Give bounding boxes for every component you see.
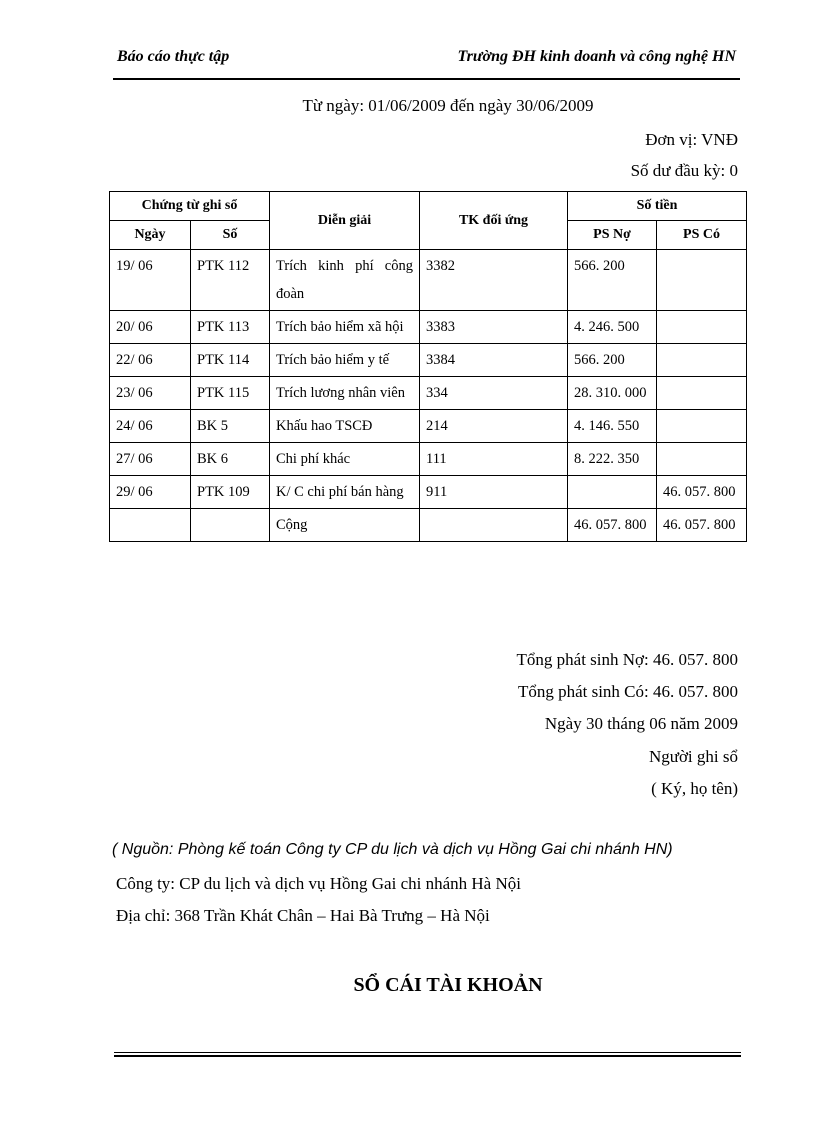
credit-cell [657, 377, 747, 410]
ledger-table [109, 191, 747, 542]
footer-divider-thick [114, 1055, 741, 1057]
header-right-text: Trường ĐH kinh doanh và công nghệ HN [457, 48, 736, 65]
company-line: Công ty: CP du lịch và dịch vụ Hồng Gai chi nhánh Hà Nội [116, 874, 521, 893]
account-cell: 111 [420, 443, 568, 476]
table-row [110, 410, 747, 443]
section-title: SỔ CÁI TÀI KHOẢN [353, 974, 543, 996]
debit-header: PS Nợ [568, 221, 657, 250]
number-cell: BK 5 [191, 410, 270, 443]
account-header: TK đối ứng [420, 192, 568, 250]
credit-cell [657, 250, 747, 311]
header-divider [113, 78, 740, 80]
period-line: Từ ngày: 01/06/2009 đến ngày 30/06/2009 [302, 96, 594, 115]
credit-cell: 46. 057. 800 [657, 509, 747, 542]
header-left-text: Báo cáo thực tập [117, 48, 230, 65]
table-row [110, 311, 747, 344]
total-debit-line: Tổng phát sinh Nợ: 46. 057. 800 [516, 650, 738, 669]
description-cell: Trích bảo hiểm xã hội [270, 311, 420, 344]
account-cell: 3383 [420, 311, 568, 344]
date-cell: 23/ 06 [110, 377, 191, 410]
number-cell: PTK 113 [191, 311, 270, 344]
number-cell: PTK 112 [191, 250, 270, 311]
description-header: Diễn giải [270, 192, 420, 250]
description-cell: Khấu hao TSCĐ [270, 410, 420, 443]
signature-line: ( Ký, họ tên) [651, 779, 738, 798]
account-cell: 3384 [420, 344, 568, 377]
description-cell: Trích kinh phí công đoàn [270, 250, 420, 311]
credit-cell [657, 344, 747, 377]
credit-cell [657, 410, 747, 443]
account-cell: 911 [420, 476, 568, 509]
debit-cell: 4. 146. 550 [568, 410, 657, 443]
table-row [110, 476, 747, 509]
address-line: Địa chỉ: 368 Trần Khát Chân – Hai Bà Trưng – Hà Nội [116, 906, 490, 925]
total-row [110, 509, 747, 542]
description-cell: Chi phí khác [270, 443, 420, 476]
date-cell: 22/ 06 [110, 344, 191, 377]
account-cell: 334 [420, 377, 568, 410]
date-cell: 20/ 06 [110, 311, 191, 344]
debit-cell: 8. 222. 350 [568, 443, 657, 476]
date-header: Ngày [110, 221, 191, 250]
amount-header: Số tiền [568, 192, 747, 221]
account-cell [420, 509, 568, 542]
footer-divider [114, 1052, 741, 1053]
number-cell: PTK 114 [191, 344, 270, 377]
recorder-line: Người ghi sổ [648, 747, 738, 766]
number-cell: BK 6 [191, 443, 270, 476]
table-row [110, 443, 747, 476]
credit-header: PS Có [657, 221, 747, 250]
date-cell: 24/ 06 [110, 410, 191, 443]
opening-balance-line: Số dư đầu kỳ: 0 [630, 161, 738, 180]
table-row [110, 250, 747, 311]
date-cell: 29/ 06 [110, 476, 191, 509]
description-cell: Cộng [270, 509, 420, 542]
number-cell: PTK 109 [191, 476, 270, 509]
debit-cell: 46. 057. 800 [568, 509, 657, 542]
date-cell [110, 509, 191, 542]
date-cell: 19/ 06 [110, 250, 191, 311]
account-cell: 214 [420, 410, 568, 443]
total-credit-line: Tổng phát sinh Có: 46. 057. 800 [517, 682, 738, 701]
date-cell: 27/ 06 [110, 443, 191, 476]
debit-cell: 566. 200 [568, 344, 657, 377]
number-header: Số [191, 221, 270, 250]
description-cell: K/ C chi phí bán hàng [270, 476, 420, 509]
debit-cell: 566. 200 [568, 250, 657, 311]
table-row [110, 377, 747, 410]
description-cell: Trích bảo hiểm y tế [270, 344, 420, 377]
credit-cell [657, 443, 747, 476]
description-cell: Trích lương nhân viên [270, 377, 420, 410]
debit-cell: 28. 310. 000 [568, 377, 657, 410]
number-cell [191, 509, 270, 542]
account-cell: 3382 [420, 250, 568, 311]
debit-cell [568, 476, 657, 509]
date-line: Ngày 30 tháng 06 năm 2009 [544, 714, 738, 733]
voucher-header: Chứng từ ghi sổ [110, 192, 270, 221]
debit-cell: 4. 246. 500 [568, 311, 657, 344]
credit-cell: 46. 057. 800 [657, 476, 747, 509]
source-note: ( Nguồn: Phòng kế toán Công ty CP du lịch và dịch vụ Hồng Gai chi nhánh HN) [112, 841, 673, 858]
number-cell: PTK 115 [191, 377, 270, 410]
credit-cell [657, 311, 747, 344]
table-row [110, 344, 747, 377]
unit-line: Đơn vị: VNĐ [645, 130, 738, 149]
